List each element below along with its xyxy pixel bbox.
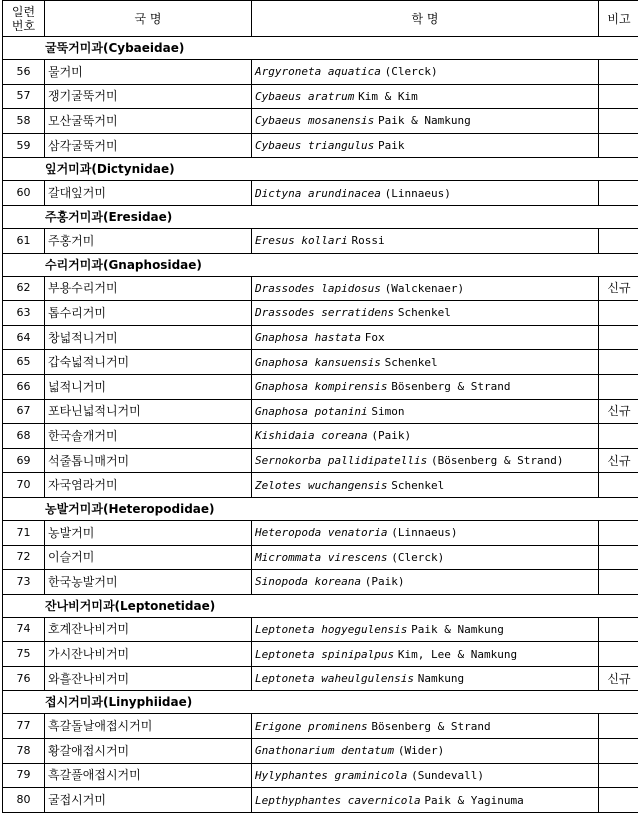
- korean-name: 호계잔나비거미: [45, 617, 252, 642]
- table-row: [3, 399, 638, 424]
- scientific-name: [252, 133, 599, 158]
- korean-name: 한국솔개거미: [45, 424, 252, 449]
- note-cell: 신규: [599, 666, 638, 691]
- note-cell: 신규: [599, 399, 638, 424]
- serial-number: 61: [3, 228, 45, 253]
- korean-name: 포타닌넓적니거미: [45, 399, 252, 424]
- binomial-name: Leptoneta waheulgulensis: [255, 672, 414, 686]
- table-row: [3, 276, 638, 301]
- korean-name: 이슬거미: [45, 545, 252, 570]
- table-row: [3, 374, 638, 399]
- family-row: [3, 37, 638, 60]
- serial-number: 59: [3, 133, 45, 158]
- author-name: Bösenberg & Strand: [391, 380, 511, 394]
- table-row: [3, 788, 638, 813]
- author-name: (Sundevall): [411, 768, 485, 782]
- table-body: [3, 37, 638, 813]
- author-name: Kim & Kim: [358, 89, 418, 103]
- serial-number: 64: [3, 325, 45, 350]
- note-cell: [599, 325, 638, 350]
- family-name: 굴뚝거미과(Cybaeidae): [3, 37, 638, 60]
- binomial-name: Cybaeus aratrum: [255, 89, 355, 103]
- scientific-name: [252, 60, 599, 85]
- note-cell: 신규: [599, 448, 638, 473]
- note-cell: [599, 109, 638, 134]
- table-row: [3, 545, 638, 570]
- korean-name: 와흘잔나비거미: [45, 666, 252, 691]
- binomial-name: Eresus kollari: [255, 234, 348, 248]
- author-name: (Wider): [397, 744, 445, 758]
- table-row: [3, 739, 638, 764]
- binomial-name: Heteropoda venatoria: [255, 526, 388, 540]
- korean-name: 부용수리거미: [45, 276, 252, 301]
- note-cell: [599, 424, 638, 449]
- table-row: [3, 84, 638, 109]
- serial-number: 74: [3, 617, 45, 642]
- serial-number: 71: [3, 520, 45, 545]
- korean-name: 갈대잎거미: [45, 181, 252, 206]
- scientific-name: [252, 473, 599, 498]
- korean-name: 넓적니거미: [45, 374, 252, 399]
- table-row: [3, 109, 638, 134]
- serial-number: 66: [3, 374, 45, 399]
- author-name: Paik & Namkung: [411, 622, 504, 636]
- note-cell: [599, 642, 638, 667]
- table-row: [3, 763, 638, 788]
- korean-name: 농발거미: [45, 520, 252, 545]
- family-row: [3, 253, 638, 276]
- family-row: [3, 691, 638, 714]
- serial-number: 76: [3, 666, 45, 691]
- scientific-name: [252, 448, 599, 473]
- binomial-name: Gnaphosa hastata: [255, 331, 361, 345]
- binomial-name: Cybaeus triangulus: [255, 139, 375, 153]
- serial-number: 78: [3, 739, 45, 764]
- serial-number: 68: [3, 424, 45, 449]
- header-korean-name: 국 명: [45, 1, 252, 37]
- korean-name: 쟁기굴뚝거미: [45, 84, 252, 109]
- note-cell: [599, 714, 638, 739]
- binomial-name: Drassodes serratidens: [255, 306, 395, 320]
- author-name: Paik & Namkung: [378, 114, 471, 128]
- binomial-name: Sinopoda koreana: [255, 575, 361, 589]
- family-row: [3, 158, 638, 181]
- author-name: (Paik): [364, 575, 405, 589]
- scientific-name: [252, 788, 599, 813]
- serial-number: 80: [3, 788, 45, 813]
- binomial-name: Dictyna arundinacea: [255, 186, 381, 200]
- author-name: Simon: [371, 404, 405, 418]
- note-cell: [599, 301, 638, 326]
- author-name: Schenkel: [397, 306, 451, 320]
- note-cell: [599, 545, 638, 570]
- family-name: 잎거미과(Dictynidae): [3, 158, 638, 181]
- scientific-name: [252, 642, 599, 667]
- scientific-name: [252, 276, 599, 301]
- author-name: (Clerck): [391, 550, 445, 564]
- korean-name: 흑갈돌날애접시거미: [45, 714, 252, 739]
- serial-number: 62: [3, 276, 45, 301]
- korean-name: 자국염라거미: [45, 473, 252, 498]
- binomial-name: Drassodes lapidosus: [255, 281, 381, 295]
- scientific-name: [252, 350, 599, 375]
- korean-name: 가시잔나비거미: [45, 642, 252, 667]
- scientific-name: [252, 714, 599, 739]
- author-name: Fox: [364, 331, 385, 345]
- scientific-name: [252, 181, 599, 206]
- table-row: [3, 60, 638, 85]
- scientific-name: [252, 570, 599, 595]
- author-name: (Bösenberg & Strand): [431, 454, 564, 468]
- scientific-name: [252, 228, 599, 253]
- binomial-name: Gnaphosa potanini: [255, 404, 368, 418]
- author-name: Schenkel: [384, 355, 438, 369]
- serial-number: 63: [3, 301, 45, 326]
- note-cell: [599, 617, 638, 642]
- scientific-name: [252, 399, 599, 424]
- table-row: [3, 325, 638, 350]
- binomial-name: Hylyphantes graminicola: [255, 768, 408, 782]
- scientific-name: [252, 424, 599, 449]
- note-cell: [599, 228, 638, 253]
- binomial-name: Argyroneta aquatica: [255, 65, 381, 79]
- serial-number: 67: [3, 399, 45, 424]
- serial-number: 75: [3, 642, 45, 667]
- table-row: [3, 642, 638, 667]
- scientific-name: [252, 325, 599, 350]
- family-name: 주홍거미과(Eresidae): [3, 205, 638, 228]
- header-note: 비고: [599, 1, 638, 37]
- family-name: 수리거미과(Gnaphosidae): [3, 253, 638, 276]
- korean-name: 한국농발거미: [45, 570, 252, 595]
- note-cell: [599, 350, 638, 375]
- serial-number: 72: [3, 545, 45, 570]
- author-name: Schenkel: [391, 478, 445, 492]
- author-name: Rossi: [351, 234, 385, 248]
- serial-number: 69: [3, 448, 45, 473]
- note-cell: [599, 181, 638, 206]
- korean-name: 황갈애접시거미: [45, 739, 252, 764]
- family-row: [3, 497, 638, 520]
- note-cell: [599, 374, 638, 399]
- korean-name: 삼각굴뚝거미: [45, 133, 252, 158]
- table-row: [3, 714, 638, 739]
- binomial-name: Sernokorba pallidipatellis: [255, 454, 428, 468]
- note-cell: [599, 133, 638, 158]
- serial-number: 73: [3, 570, 45, 595]
- korean-name: 물거미: [45, 60, 252, 85]
- table-row: [3, 350, 638, 375]
- binomial-name: Gnathonarium dentatum: [255, 744, 395, 758]
- binomial-name: Kishidaia coreana: [255, 429, 368, 443]
- scientific-name: [252, 109, 599, 134]
- author-name: (Walckenaer): [384, 281, 465, 295]
- table-row: [3, 520, 638, 545]
- table-row: [3, 301, 638, 326]
- korean-name: 흑갈풀애접시거미: [45, 763, 252, 788]
- family-row: [3, 205, 638, 228]
- author-name: Bösenberg & Strand: [371, 719, 491, 733]
- korean-name: 톱수리거미: [45, 301, 252, 326]
- table-row: [3, 473, 638, 498]
- table-row: [3, 570, 638, 595]
- author-name: Kim, Lee & Namkung: [397, 647, 518, 661]
- scientific-name: [252, 374, 599, 399]
- author-name: Paik & Yaginuma: [424, 793, 524, 807]
- note-cell: [599, 739, 638, 764]
- scientific-name: [252, 520, 599, 545]
- serial-number: 60: [3, 181, 45, 206]
- table-row: [3, 133, 638, 158]
- scientific-name: [252, 666, 599, 691]
- note-cell: [599, 84, 638, 109]
- scientific-name: [252, 545, 599, 570]
- note-cell: [599, 763, 638, 788]
- author-name: Paik: [378, 139, 405, 153]
- header-row: [3, 1, 638, 37]
- table-row: [3, 666, 638, 691]
- table-row: [3, 181, 638, 206]
- binomial-name: Gnaphosa kompirensis: [255, 380, 388, 394]
- note-cell: [599, 570, 638, 595]
- korean-name: 주홍거미: [45, 228, 252, 253]
- family-name: 접시거미과(Linyphiidae): [3, 691, 638, 714]
- header-serial: 일련 번호: [3, 1, 45, 37]
- author-name: (Clerck): [384, 65, 438, 79]
- korean-name: 석줄톱니매거미: [45, 448, 252, 473]
- scientific-name: [252, 763, 599, 788]
- binomial-name: Zelotes wuchangensis: [255, 478, 388, 492]
- scientific-name: [252, 301, 599, 326]
- korean-name: 모산굴뚝거미: [45, 109, 252, 134]
- note-cell: [599, 60, 638, 85]
- note-cell: [599, 788, 638, 813]
- korean-name: 굴접시거미: [45, 788, 252, 813]
- author-name: (Linnaeus): [391, 526, 458, 540]
- serial-number: 57: [3, 84, 45, 109]
- scientific-name: [252, 739, 599, 764]
- binomial-name: Gnaphosa kansuensis: [255, 355, 381, 369]
- binomial-name: Erigone prominens: [255, 719, 368, 733]
- serial-number: 65: [3, 350, 45, 375]
- note-cell: [599, 473, 638, 498]
- serial-number: 77: [3, 714, 45, 739]
- table-row: [3, 424, 638, 449]
- table-row: [3, 448, 638, 473]
- serial-number: 70: [3, 473, 45, 498]
- header-scientific-name: 학 명: [252, 1, 599, 37]
- family-row: [3, 594, 638, 617]
- scientific-name: [252, 84, 599, 109]
- binomial-name: Cybaeus mosanensis: [255, 114, 375, 128]
- binomial-name: Micrommata virescens: [255, 550, 388, 564]
- author-name: (Linnaeus): [384, 186, 451, 200]
- scientific-name: [252, 617, 599, 642]
- serial-number: 56: [3, 60, 45, 85]
- note-cell: 신규: [599, 276, 638, 301]
- binomial-name: Leptoneta hogyegulensis: [255, 622, 408, 636]
- table-row: [3, 228, 638, 253]
- serial-number: 79: [3, 763, 45, 788]
- table-row: [3, 617, 638, 642]
- family-name: 농발거미과(Heteropodidae): [3, 497, 638, 520]
- author-name: (Paik): [371, 429, 412, 443]
- binomial-name: Lepthyphantes cavernicola: [255, 793, 421, 807]
- binomial-name: Leptoneta spinipalpus: [255, 647, 395, 661]
- korean-name: 갑숙넓적니거미: [45, 350, 252, 375]
- family-name: 잔나비거미과(Leptonetidae): [3, 594, 638, 617]
- note-cell: [599, 520, 638, 545]
- species-table: [2, 0, 638, 813]
- korean-name: 창넓적니거미: [45, 325, 252, 350]
- author-name: Namkung: [417, 672, 465, 686]
- serial-number: 58: [3, 109, 45, 134]
